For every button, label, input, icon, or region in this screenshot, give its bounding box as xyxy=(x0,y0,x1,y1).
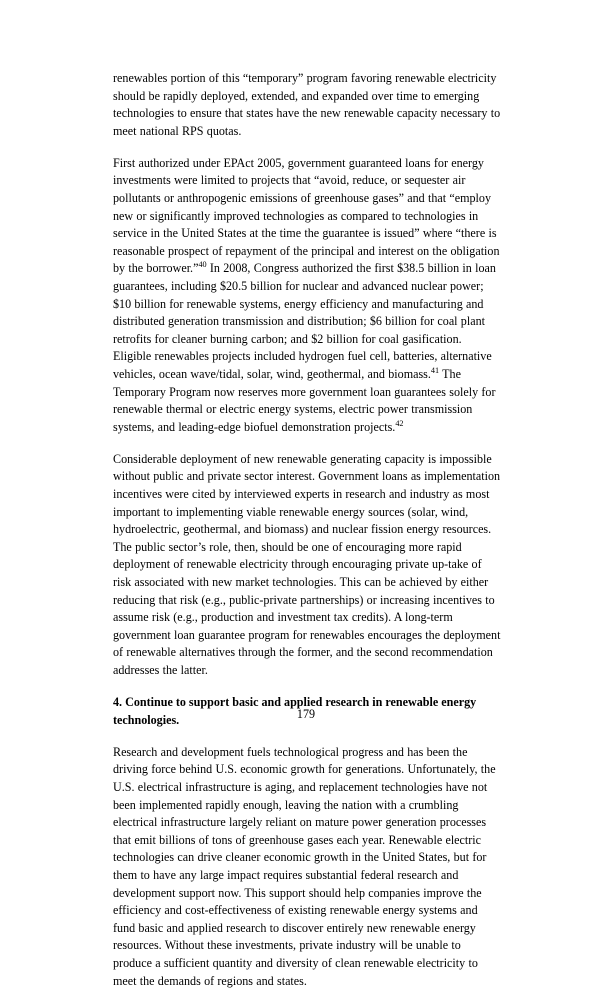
paragraph-segment-text: In 2008, Congress authorized the first $38.5 billion in loan guarantees, including $20.5 billion for nuclear and advanced nuclear power; $10 billion for renewable systems, energy efficiency and manufacturing and distributed generation transmission and distribution; $6 billion for coal plant retrofits for cleaner burning carbon; and $2 billion for coal gasification. Eligible renewables projects included hydrogen fuel cell, batteries, alternative vehicles, ocean wave/tidal, solar, wind, geothermal, and biomass. xyxy=(113,261,496,381)
footnote-marker-40[interactable]: 40 xyxy=(198,260,207,270)
page-number: 179 xyxy=(296,707,316,721)
paragraph-research-and-development: Research and development fuels technological progress and has been the driving force behind U.S. economic growth for generations. Unfortunately, the U.S. electrical infrastructure is aging, and replacement technologies have not been implemented rapidly enough, leaving the nation with a crumbling electrical infrastructure largely reliant on mature power generation processes that emit billions of tons of greenhouse gases each year. Renewable electric technologies can drive cleaner economic growth in the United States, but for them to have any large impact requires substantial federal research and development support now. This support should help companies improve the efficiency and cost-effectiveness of existing renewable energy systems and fund basic and applied research to discover entirely new renewable energy resources. Without these investments, private industry will be unable to produce a sufficient quantity and diversity of clean renewable electricity to meet the demands of regions and states. xyxy=(113,744,496,988)
footnote-marker-42[interactable]: 42 xyxy=(395,418,404,428)
paragraph-loan-guarantees xyxy=(113,155,501,437)
paragraph-segment-text: First authorized under EPAct 2005, government guaranteed loans for energy investments were limited to projects that “avoid, reduce, or sequester air pollutants or anthropogenic emissions of greenhouse gases” and that “employ new or significantly improved technologies as compared to technologies in service in the United States at the time the guarantee is issued” where “there is reasonable prospect of repayment of the principal and interest on the obligation by the borrower.” xyxy=(113,155,500,276)
paragraph-segment-text: The Temporary Program now reserves more government loan guarantees solely for renewable thermal or electric energy systems, electric power transmission systems, and leading-edge biofuel demonstration projects. xyxy=(113,367,496,434)
paragraph-renewables-portion: renewables portion of this “temporary” program favoring renewable electricity should be rapidly deployed, extended, and expanded over time to emerging technologies to ensure that states have the new renewable capacity necessary to meet national RPS quotas. xyxy=(113,71,501,138)
section-heading-recommendation-4: 4. Continue to support basic and applied research in renewable energy technologies. xyxy=(113,695,477,727)
paragraph-considerable-deployment: Considerable deployment of new renewable generating capacity is impossible without public and private sector interest. Government loans as implementation incentives were cited by interviewed experts in research and industry as most important to implementing viable renewable energy sources (solar, wind, hydroelectric, geothermal, and biomass) and nuclear fission energy resources. The public sector’s role, then, should be one of encouraging more rapid deployment of renewable electricity through encouraging private up-take of risk associated with new market technologies. This can be achieved by either reducing that risk (e.g., public-private partnerships) or increasing incentives to assume risk (e.g., production and investment tax credits). A long-term government loan guarantee program for renewables encourages the deployment of renewable alternatives through the former, and the second recommendation addresses the latter. xyxy=(113,451,501,677)
footnote-marker-41[interactable]: 41 xyxy=(430,365,440,375)
page-body-text xyxy=(113,70,501,990)
